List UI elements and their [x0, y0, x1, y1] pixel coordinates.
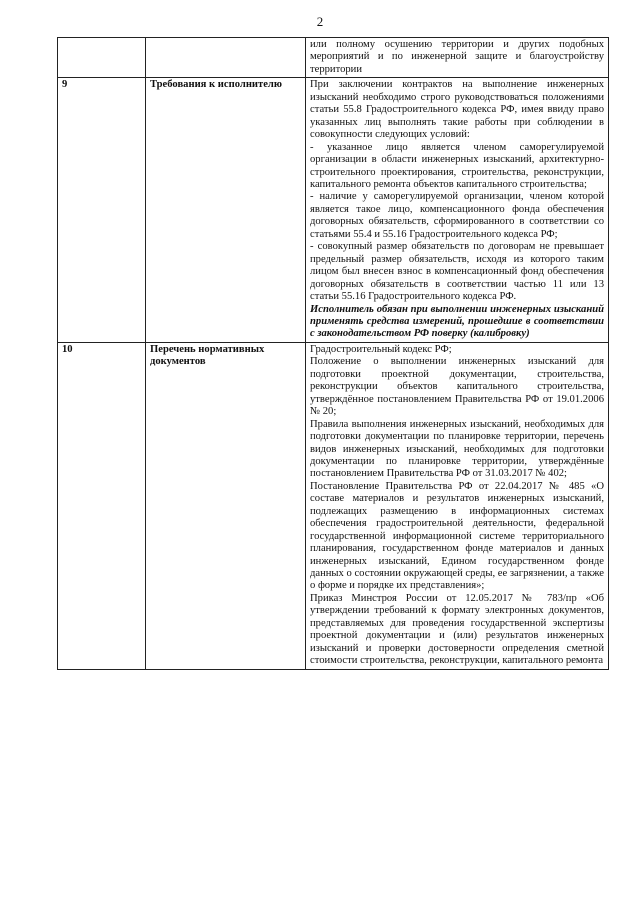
emphasized-paragraph: Исполнитель обязан при выполнении инженерных изысканий применять средства измерений, прошедшие в соответствии с законодательством РФ поверку (калибровку): [310, 303, 604, 340]
row-content: [306, 342, 609, 669]
row-number: 9: [58, 78, 146, 343]
paragraph: Правила выполнения инженерных изысканий, необходимых для подготовки документации по планировке территории, перечень видов инженерных изысканий, необходимых для подготовки документации по планировке территории, утверждённые постановлением Правительства РФ от 31.03.2017 № 402;: [310, 418, 604, 480]
table-row: [58, 78, 609, 343]
row-number: 10: [58, 342, 146, 669]
requirements-table: [57, 37, 609, 670]
row-content: [306, 38, 609, 78]
row-label: [146, 38, 306, 78]
paragraph: Градостроительный кодекс РФ;: [310, 343, 452, 355]
table-row: [58, 38, 609, 78]
paragraph: - наличие у саморегулируемой организации, членом которой является такое лицо, компенсационного фонда обеспечения договорных обязательств, сформированного в соответствии со статьями 55.4 и 55.16 Градостроительного кодекса РФ;: [310, 191, 604, 240]
paragraph: - совокупный размер обязательств по договорам не превышает предельный размер обязательств, исходя из которого таким лицом был внесен взнос в компенсационный фонд обеспечения договорных обязательств в соответствии частью 11 или 13 статьи 55.16 Градостроительного кодекса РФ.: [310, 241, 604, 303]
row-number: [58, 38, 146, 78]
paragraph: или полному осушению территории и других подобных мероприятий и по инженерной защите и благоустройству территории: [310, 39, 604, 75]
row-content: [306, 78, 609, 343]
paragraph: Постановление Правительства РФ от 22.04.2017 № 485 «О составе материалов и результатов инженерных изысканий, подлежащих размещению в информационных системах обеспечения градостроительной деятельности, федеральной государственной информационной системе территориального планирования, государственном фонде материалов и данных инженерных изысканий, Едином государственном фонде данных о состоянии окружающей среды, ее загрязнении, а также о форме и порядке их представления»;: [310, 480, 604, 592]
table-row: [58, 342, 609, 669]
row-label: Требования к исполнителю: [146, 78, 306, 343]
paragraph: При заключении контрактов на выполнение инженерных изысканий необходимо строго руководствоваться положениями статьи 55.8 Градостроительного кодекса РФ, имея ввиду право указанных лиц выполнять такие работы при соблюдении в совокупности следующих условий:: [310, 79, 604, 141]
row-label: Перечень нормативных документов: [146, 342, 306, 669]
paragraph: Приказ Минстроя России от 12.05.2017 № 783/пр «Об утверждении требований к формату электронных документов, представляемых для проведения государственной экспертизы проектной документации и (или) результатов инженерных изысканий и проверки достоверности определения сметной стоимости строительства, реконструкции, капитального ремонта: [310, 592, 604, 667]
paragraph: - указанное лицо является членом саморегулируемой организации в области инженерных изысканий, архитектурно-строительного проектирования, строительства, реконструкции, капитального ремонта объектов капитального строительства;: [310, 141, 604, 190]
page-number: 2: [316, 14, 324, 29]
paragraph: Положение о выполнении инженерных изысканий для подготовки проектной документации, строительства, реконструкции объектов капитального строительства, утверждённое постановлением Правительства РФ от 19.01.2006 № 20;: [310, 356, 604, 418]
